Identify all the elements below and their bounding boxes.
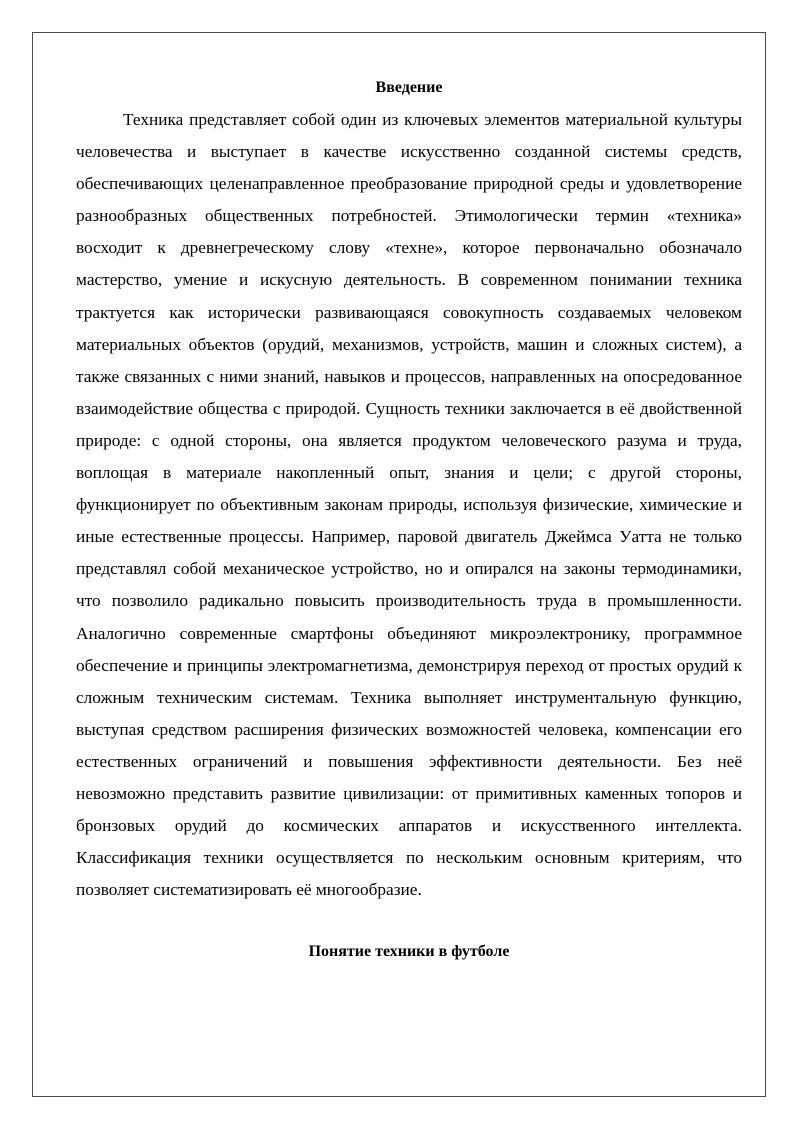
section-heading-football-technique: Понятие техники в футболе (308, 943, 510, 961)
introduction-paragraph: Техника представляет собой один из ключевых элементов материальной культуры человечества и выступает в качестве искусственно созданной системы средств, обеспечивающих целенаправленное преобразование природной среды и удовлетворение разнообразных общественных потребностей. Этимологически термин «техника» восходит к древнегреческому слову «техне», которое первоначально обозначало мастерство, умение и искусную деятельность. В современном понимании техника трактуется как исторически развивающаяся совокупность создаваемых человеком материальных объектов (орудий, механизмов, устройств, машин и сложных систем), а также связанных с ними знаний, навыков и процессов, направленных на опосредованное взаимодействие общества с природой. Сущность техники заключается в её двойственной природе: с одной стороны, она является продуктом человеческого разума и труда, воплощая в материале накопленный опыт, знания и цели; с другой стороны, функционирует по объективным законам природы, используя физические, химические и иные естественные процессы. Например, паровой двигатель Джеймса Уатта не только представлял собой механическое устройство, но и опирался на законы термодинамики, что позволило радикально повысить производительность труда в промышленности. Аналогично современные смартфоны объединяют микроэлектронику, программное обеспечение и принципы электромагнетизма, демонстрируя переход от простых орудий к сложным техническим системам. Техника выполняет инструментальную функцию, выступая средством расширения физических возможностей человека, компенсации его естественных ограничений и повышения эффективности деятельности. Без неё невозможно представить развитие цивилизации: от примитивных каменных топоров и бронзовых орудий до космических аппаратов и искусственного интеллекта. Классификация техники осуществляется по нескольким основным критериям, что позволяет систематизировать её многообразие. (76, 110, 742, 900)
section-heading-introduction: Введение (375, 79, 443, 96)
document-body (76, 72, 742, 968)
